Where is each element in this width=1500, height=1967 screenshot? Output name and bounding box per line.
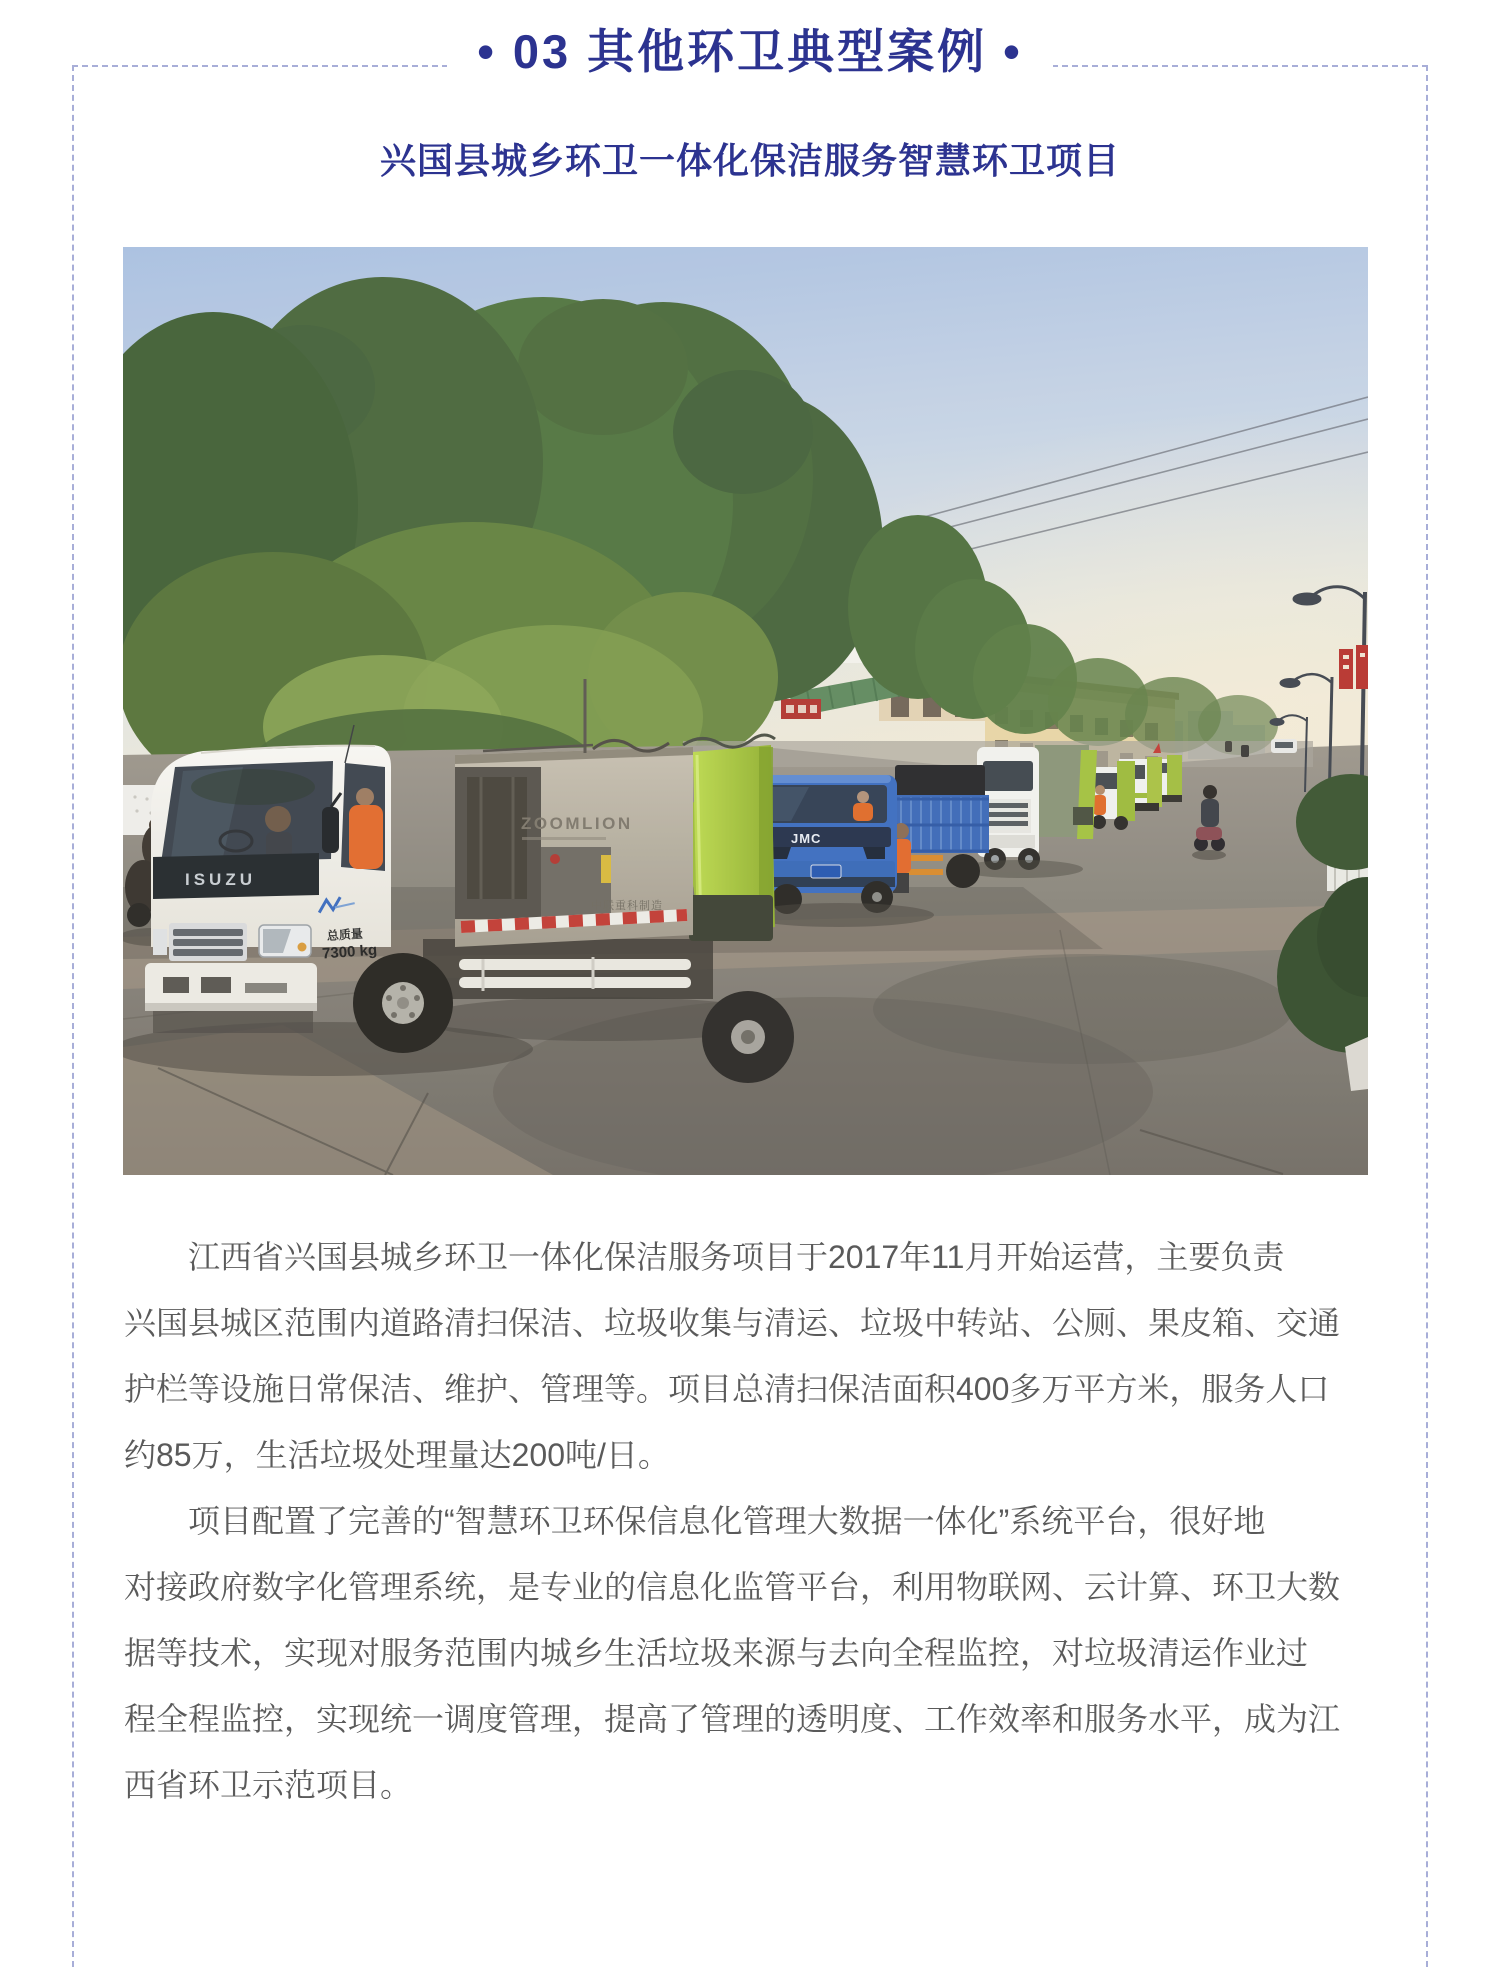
- project-title-row: [0, 138, 1500, 184]
- street-photo: [123, 247, 1368, 1175]
- body-line: 西省环卫示范项目。: [124, 1767, 413, 1803]
- body-line: 兴国县城区范围内道路清扫保洁、垃圾收集与清运、垃圾中转站、公厕、果皮箱、交通: [124, 1305, 1341, 1341]
- section-title: • 03 其他环卫典型案例 •: [447, 20, 1052, 84]
- weight-label-text: 总质量: [326, 926, 364, 944]
- maker-text: 中联重科制造: [591, 900, 663, 912]
- project-title: 兴国县城乡环卫一体化保洁服务智慧环卫项目: [370, 138, 1130, 184]
- body-line: 项目配置了完善的“智慧环卫环保信息化管理大数据一体化”系统平台，很好地: [188, 1503, 1266, 1539]
- body-line: 对接政府数字化管理系统，是专业的信息化监管平台，利用物联网、云计算、环卫大数: [124, 1569, 1341, 1605]
- body-line: 据等技术，实现对服务范围内城乡生活垃圾来源与去向全程监控，对垃圾清运作业过: [124, 1635, 1309, 1671]
- body-text: [124, 1224, 1392, 1818]
- jmc-logo-text: JMC: [791, 831, 822, 846]
- street-photo-illustration: [123, 247, 1368, 1175]
- body-line: 护栏等设施日常保洁、维护、管理等。项目总清扫保洁面积400多万平方米，服务人口: [124, 1371, 1330, 1407]
- section-title-row: [0, 20, 1500, 84]
- weight-value-text: 7300 kg: [321, 941, 378, 963]
- isuzu-logo-text: ISUZU: [185, 870, 256, 889]
- zoomlion-logo-text: ZOOMLION: [521, 814, 633, 833]
- body-line: 约85万，生活垃圾处理量达200吨/日。: [124, 1437, 670, 1473]
- body-line: 程全程监控，实现统一调度管理，提高了管理的透明度、工作效率和服务水平，成为江: [124, 1701, 1341, 1737]
- body-line: 江西省兴国县城乡环卫一体化保洁服务项目于2017年11月开始运营，主要负责: [188, 1239, 1285, 1275]
